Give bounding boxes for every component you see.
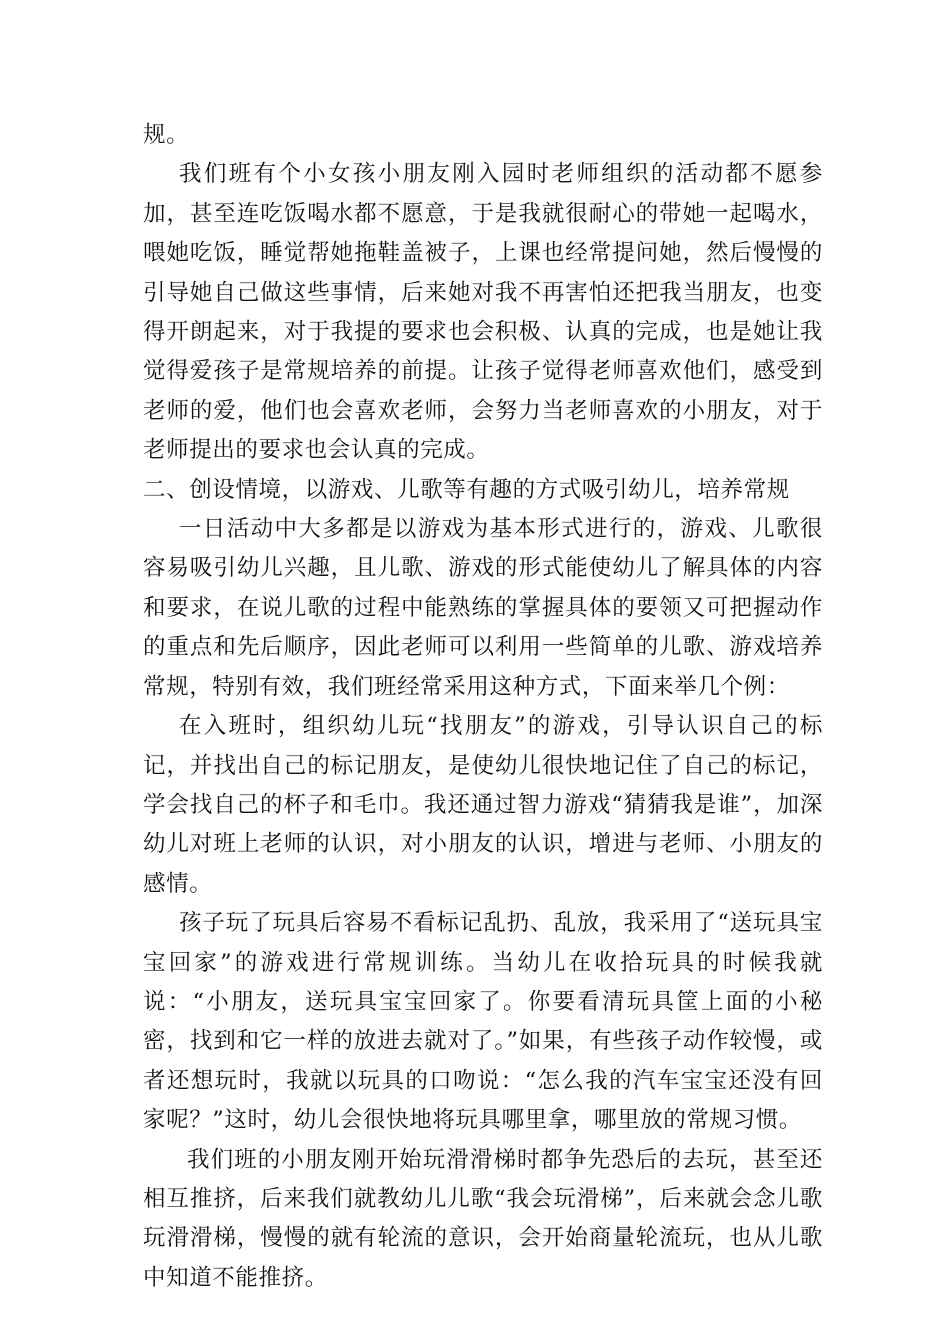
paragraph-find-friends: 在入班时，组织幼儿玩“找朋友”的游戏，引导认识自己的标记，并找出自己的标记朋友，是使幼儿很快地记住了自己的标记，学会找自己的杯子和毛巾。我还通过智力游戏“猜猜我是谁”，加深幼儿对班上老师的认识，对小朋友的认识，增进与老师、小朋友的感情。 <box>143 713 823 897</box>
paragraph-games-songs: 一日活动中大多都是以游戏为基本形式进行的，游戏、儿歌很容易吸引幼儿兴趣，且儿歌、游戏的形式能使幼儿了解具体的内容和要求，在说儿歌的过程中能熟练的掌握具体的要领又可把握动作的重点和先后顺序，因此老师可以利用一些简单的儿歌、游戏培养常规，特别有效，我们班经常采用这种方式，下面来举几个例： <box>143 516 823 700</box>
paragraph-girl-story: 我们班有个小女孩小朋友刚入园时老师组织的活动都不愿参加，甚至连吃饭喝水都不愿意，于是我就很耐心的带她一起喝水，喂她吃饭，睡觉帮她拖鞋盖被子，上课也经常提问她，然后慢慢的引导她自己做这些事情，后来她对我不再害怕还把我当朋友，也变得开朗起来，对于我提的要求也会积极、认真的完成，也是她让我觉得爱孩子是常规培养的前提。让孩子觉得老师喜欢他们，感受到老师的爱，他们也会喜欢老师，会努力当老师喜欢的小朋友，对于老师提出的要求也会认真的完成。 <box>143 161 823 464</box>
paragraph-slide: 我们班的小朋友刚开始玩滑滑梯时都争先恐后的去玩，甚至还相互推挤，后来我们就教幼儿儿歌“我会玩滑梯”，后来就会念儿歌玩滑滑梯，慢慢的就有轮流的意识，会开始商量轮流玩，也从儿歌中知道不能推挤。 <box>143 1146 823 1291</box>
paragraph-toys-home: 孩子玩了玩具后容易不看标记乱扔、乱放，我采用了“送玩具宝宝回家”的游戏进行常规训练。当幼儿在收拾玩具的时候我就说：“小朋友，送玩具宝宝回家了。你要看清玩具筐上面的小秘密，找到和它一样的放进去就对了。”如果，有些孩子动作较慢，或者还想玩时，我就以玩具的口吻说：“怎么我的汽车宝宝还没有回家呢？”这时，幼儿会很快地将玩具哪里拿，哪里放的常规习惯。 <box>143 910 823 1134</box>
document-body <box>143 116 823 1298</box>
section-heading-two: 二、创设情境，以游戏、儿歌等有趣的方式吸引幼儿，培养常规 <box>143 476 790 503</box>
paragraph-continuation: 规。 <box>143 122 190 148</box>
